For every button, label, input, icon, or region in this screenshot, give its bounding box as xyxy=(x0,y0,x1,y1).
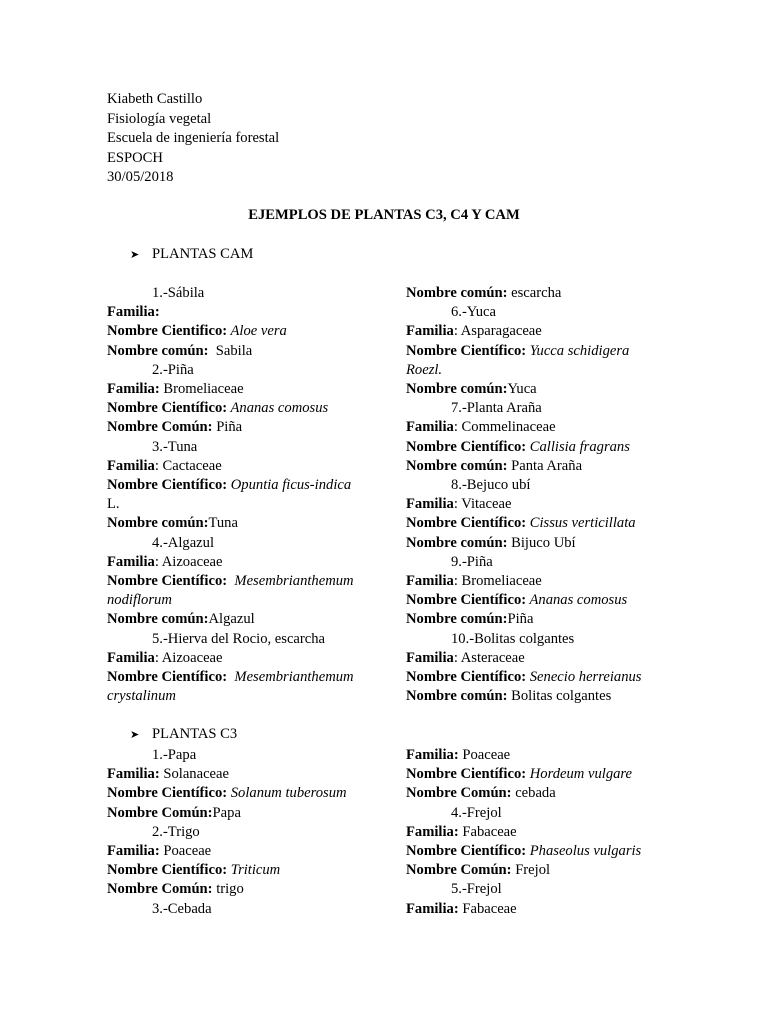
field-value: Senecio herreianus xyxy=(526,669,642,686)
field-line xyxy=(406,322,696,341)
plant-entry-heading: 2.-Trigo xyxy=(152,823,200,840)
field-value: Mesembrianthemum xyxy=(227,573,354,590)
cam-right-column xyxy=(406,284,696,706)
plant-entry-heading: 5.-Hierva del Rocio, escarcha xyxy=(152,630,326,647)
school-name: Escuela de ingeniería forestal xyxy=(107,130,280,146)
field-label: Nombre común: xyxy=(107,515,209,532)
field-label: Familia xyxy=(406,496,454,513)
author-name: Kiabeth Castillo xyxy=(107,91,203,107)
field-line xyxy=(107,342,377,361)
field-value: Callisia fragrans xyxy=(526,438,630,455)
field-value: Piña xyxy=(212,419,243,436)
document-date: 30/05/2018 xyxy=(107,169,174,185)
field-label: Familia xyxy=(406,573,454,590)
field-line xyxy=(107,476,377,495)
field-value: : Asparagaceae xyxy=(453,323,542,340)
field-line xyxy=(406,900,696,919)
field-label: Nombre Común: xyxy=(107,881,213,898)
section-heading-label: PLANTAS C3 xyxy=(152,726,238,742)
field-line xyxy=(107,303,377,322)
field-value: trigo xyxy=(212,881,244,898)
field-value: : Cactaceae xyxy=(154,457,222,474)
field-value: Tuna xyxy=(208,515,238,532)
document-header xyxy=(107,90,279,188)
field-value: : Aizoaceae xyxy=(154,553,223,570)
scientific-name-continuation: nodiflorum xyxy=(107,592,172,609)
field-line xyxy=(107,880,377,899)
field-line xyxy=(406,610,696,629)
text-line: L. xyxy=(107,496,120,513)
field-value: Opuntia ficus-indica xyxy=(227,477,352,494)
field-value: Solanum tuberosum xyxy=(227,785,347,802)
field-value: : Vitaceae xyxy=(453,496,512,513)
field-value: cebada xyxy=(511,785,556,802)
field-line xyxy=(406,572,696,591)
field-value: Sabila xyxy=(208,342,253,359)
field-value: Papa xyxy=(212,804,241,821)
field-value: : Asteraceae xyxy=(453,649,525,666)
field-value: Triticum xyxy=(227,862,281,879)
field-value: Fabaceae xyxy=(458,823,517,840)
field-line xyxy=(406,284,696,303)
field-line xyxy=(107,553,377,572)
field-label: Nombre Científico: xyxy=(107,785,228,802)
field-label: Nombre Científico: xyxy=(406,515,527,532)
field-label: Familia xyxy=(406,323,454,340)
field-label: Familia: xyxy=(107,381,160,398)
field-line xyxy=(107,610,377,629)
plant-entry-heading: 4.-Frejol xyxy=(451,804,502,821)
field-label: Nombre Científico: xyxy=(406,843,527,860)
field-value: Yucca schidigera xyxy=(526,342,630,359)
scientific-name-continuation: Roezl. xyxy=(406,361,443,378)
field-line xyxy=(406,495,696,514)
field-value: Piña xyxy=(507,611,534,628)
field-label: Nombre Científico: xyxy=(406,669,527,686)
field-label: Nombre Científico: xyxy=(406,342,527,359)
field-line xyxy=(107,804,377,823)
field-label: Nombre Científico: xyxy=(107,477,228,494)
field-line xyxy=(107,380,377,399)
field-value: Solanaceae xyxy=(159,766,229,783)
field-value: Fabaceae xyxy=(458,900,517,917)
field-label: Nombre Científico: xyxy=(107,862,228,879)
field-line xyxy=(107,572,377,591)
field-line xyxy=(406,823,696,842)
field-label: Nombre común: xyxy=(406,688,508,705)
field-label: Nombre común: xyxy=(107,342,209,359)
field-line xyxy=(406,534,696,553)
field-line xyxy=(406,861,696,880)
field-label: Familia xyxy=(107,649,155,666)
field-label: Nombre Común: xyxy=(107,804,213,821)
field-line xyxy=(107,457,377,476)
field-label: Nombre Común: xyxy=(406,862,512,879)
field-line xyxy=(406,746,696,765)
course-name: Fisiología vegetal xyxy=(107,110,212,127)
plant-entry-heading: 7.-Planta Araña xyxy=(451,400,542,417)
field-value: : Commelinaceae xyxy=(453,419,556,436)
field-label: Nombre Cientifico: xyxy=(107,323,228,340)
field-value: : Bromeliaceae xyxy=(453,573,542,590)
field-value: Panta Araña xyxy=(507,457,583,474)
field-line xyxy=(107,649,377,668)
field-label: Familia: xyxy=(107,843,160,860)
institution-name: ESPOCH xyxy=(107,149,163,166)
field-label: Nombre común: xyxy=(406,611,508,628)
field-line xyxy=(406,418,696,437)
field-line xyxy=(107,842,377,861)
field-label: Familia xyxy=(107,553,155,570)
field-label: Familia xyxy=(406,649,454,666)
field-line xyxy=(107,322,377,341)
field-line xyxy=(107,399,377,418)
field-value: Bolitas colgantes xyxy=(507,688,612,705)
field-value: Phaseolus vulgaris xyxy=(526,843,642,860)
field-line xyxy=(107,784,377,803)
field-line xyxy=(406,649,696,668)
section-heading-label: PLANTAS CAM xyxy=(152,246,254,262)
field-line xyxy=(107,418,377,437)
field-value: Bijuco Ubí xyxy=(507,534,576,551)
arrow-bullet-icon: ➤ xyxy=(130,729,140,741)
field-line xyxy=(406,668,696,687)
plant-entry-heading: 9.-Piña xyxy=(451,553,493,570)
field-label: Familia: xyxy=(107,766,160,783)
c3-left-column xyxy=(107,746,377,919)
field-label: Nombre común: xyxy=(406,381,508,398)
field-value: Cissus verticillata xyxy=(526,515,636,532)
field-line xyxy=(406,591,696,610)
field-value: Bromeliaceae xyxy=(159,381,244,398)
field-line xyxy=(406,842,696,861)
field-label: Nombre común: xyxy=(406,534,508,551)
field-label: Familia: xyxy=(406,747,459,763)
plant-entry-heading: 5.-Frejol xyxy=(451,881,502,898)
field-value: Aloe vera xyxy=(227,323,287,340)
field-label: Nombre Común: xyxy=(107,419,213,436)
field-label: Nombre Científico: xyxy=(406,592,527,609)
field-line xyxy=(107,514,377,533)
field-label: Nombre común: xyxy=(406,285,508,301)
field-line xyxy=(406,342,696,361)
plant-entry-heading: 3.-Tuna xyxy=(152,438,198,455)
field-label: Nombre común: xyxy=(406,457,508,474)
c3-right-column xyxy=(406,746,696,919)
field-line xyxy=(406,784,696,803)
field-label: Nombre Científico: xyxy=(107,400,228,417)
field-line xyxy=(406,514,696,533)
plant-entry-heading: 6.-Yuca xyxy=(451,304,496,321)
field-value: escarcha xyxy=(507,285,562,301)
field-line xyxy=(406,765,696,784)
field-label: Familia: xyxy=(107,304,160,321)
field-line xyxy=(406,438,696,457)
field-line xyxy=(406,457,696,476)
plant-entry-heading: 1.-Sábila xyxy=(152,285,205,301)
field-value: Hordeum vulgare xyxy=(526,766,633,783)
field-value: Ananas comosus xyxy=(227,400,329,417)
field-label: Nombre Científico: xyxy=(406,438,527,455)
field-line xyxy=(107,861,377,880)
section-heading-c3 xyxy=(130,726,237,743)
plant-entry-heading: 1.-Papa xyxy=(152,747,197,763)
field-label: Familia: xyxy=(406,823,459,840)
field-line xyxy=(406,687,696,706)
field-value: Yuca xyxy=(507,381,537,398)
field-label: Familia xyxy=(406,419,454,436)
field-label: Nombre Científico: xyxy=(107,573,228,590)
plant-entry-heading: 8.-Bejuco ubí xyxy=(451,477,531,494)
field-label: Nombre Científico: xyxy=(406,766,527,783)
field-line xyxy=(107,668,377,687)
field-label: Nombre común: xyxy=(107,611,209,628)
field-value: Algazul xyxy=(208,611,255,628)
field-label: Nombre Común: xyxy=(406,785,512,802)
field-value: Frejol xyxy=(511,862,551,879)
plant-entry-heading: 3.-Cebada xyxy=(152,900,212,917)
plant-entry-heading: 4.-Algazul xyxy=(152,534,215,551)
plant-entry-heading: 2.-Piña xyxy=(152,361,194,378)
field-value: : Aizoaceae xyxy=(154,649,223,666)
field-value: Poaceae xyxy=(458,747,511,763)
field-line xyxy=(107,765,377,784)
document-title: EJEMPLOS DE PLANTAS C3, C4 Y CAM xyxy=(248,207,520,223)
field-value: Poaceae xyxy=(159,843,212,860)
field-label: Familia: xyxy=(406,900,459,917)
field-line xyxy=(406,380,696,399)
plant-entry-heading: 10.-Bolitas colgantes xyxy=(451,630,575,647)
scientific-name-continuation: crystalinum xyxy=(107,688,176,705)
section-heading-cam xyxy=(130,246,253,263)
field-value: Ananas comosus xyxy=(526,592,628,609)
cam-left-column xyxy=(107,284,377,706)
field-label: Nombre Científico: xyxy=(107,669,228,686)
arrow-bullet-icon: ➤ xyxy=(130,249,140,261)
field-label: Familia xyxy=(107,457,155,474)
field-value: Mesembrianthemum xyxy=(227,669,354,686)
